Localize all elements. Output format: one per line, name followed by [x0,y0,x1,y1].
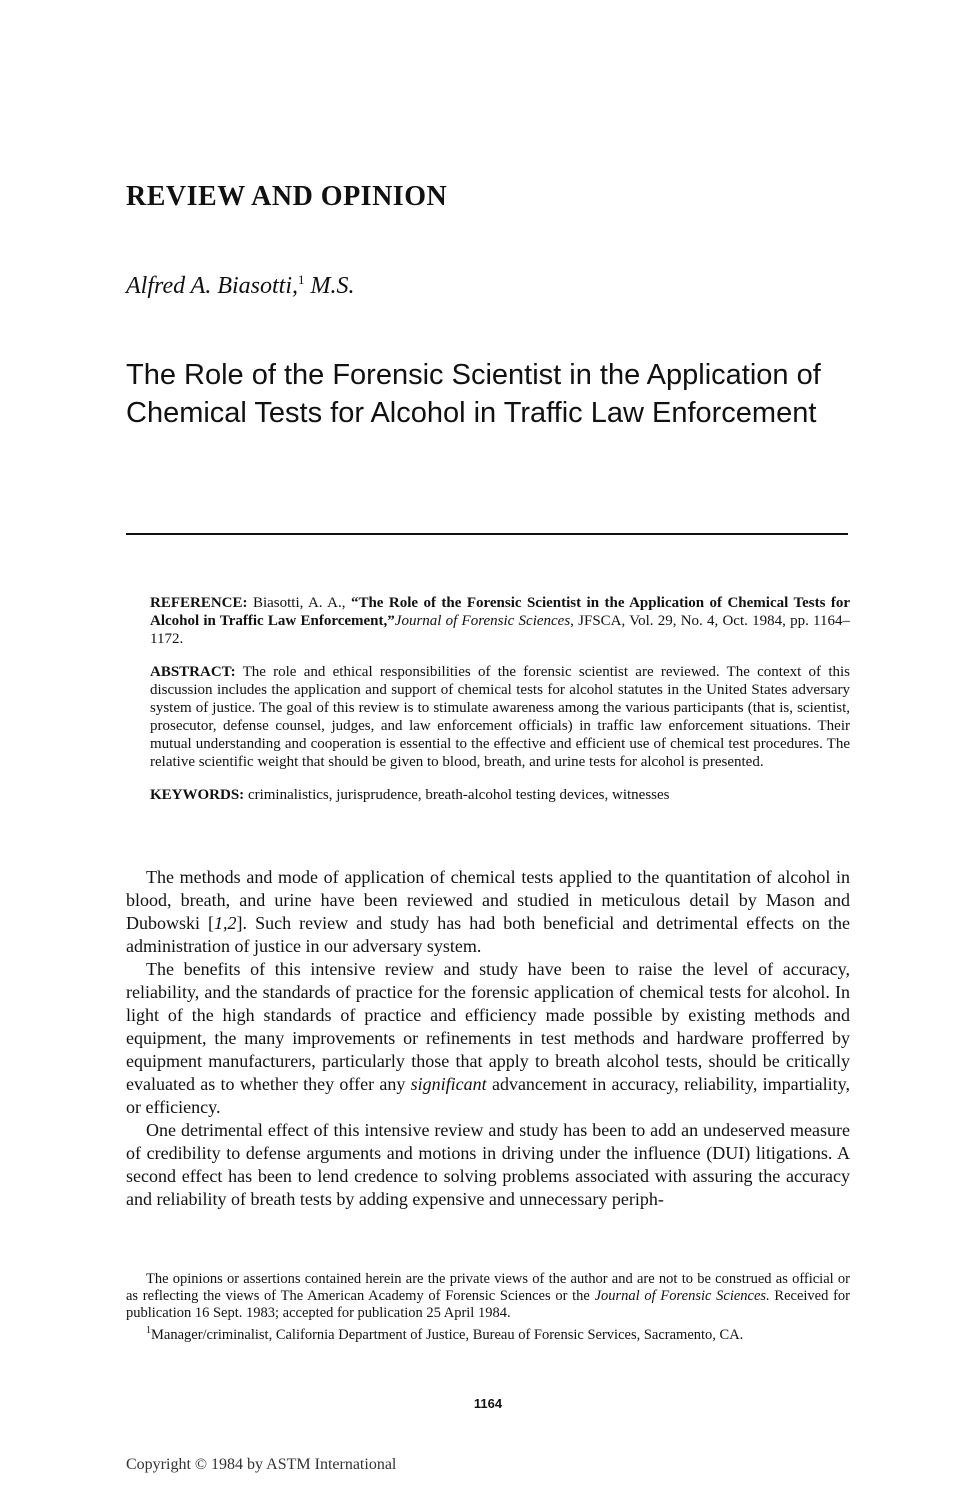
body-p2-text-end: advancement in accuracy, reliability, impartiality, or efficiency. [126,1074,850,1117]
footnote-mark: 1 [146,1325,151,1336]
author-footnote-mark: 1 [298,272,305,287]
reference-journal: Journal of Forensic Sciences [394,613,571,629]
footnote-dates: Received for publication 16 Sept. 1983; accepted for publication 25 April 1984. [126,1288,850,1321]
body-p1-text: The methods and mode of application of chemical tests applied to the quantitation of alcohol in blood, breath, and urine have been reviewed and studied in meticulous detail by Mason and Dubowski [ [126,867,850,933]
footnote-disclaimer [126,1271,850,1322]
reference-label: REFERENCE: [150,595,248,611]
reference-paragraph [150,594,850,648]
abstract-text: The role and ethical responsibilities of the forensic scientist are reviewed. The context of this discussion includes the application and support of chemical tests for alcohol statutes in the United States adversary system of justice. The goal of this review is to stimulate awareness among the various participants (that is, scientist, prosecutor, defense counsel, judges, and law enforcement officials) in traffic law enforcement situations. Their mutual understanding and cooperation is essential to the effective and efficient use of chemical test procedures. The relative scientific weight that should be given to blood, breath, and urine tests for alcohol is presented. [150,664,850,770]
copyright-notice: Copyright © 1984 by ASTM International [126,1456,397,1473]
author-name: Alfred A. Biasotti, [126,273,298,299]
abstract-paragraph [150,663,850,771]
keywords-text: criminalistics, jurisprudence, breath-alcohol testing devices, witnesses [244,787,670,803]
author-line [126,272,355,300]
keywords-label: KEYWORDS: [150,787,245,803]
reference-details: , JFSCA, Vol. 29, No. 4, Oct. 1984, pp. 1164–1172. [150,613,850,647]
reference-authors: Biasotti, A. A., [247,595,351,611]
page-number: 1164 [473,1396,503,1411]
footnote-disclaimer-text: The opinions or assertions contained herein are the private views of the author and are not to be construed as official or as reflecting the views of The American Academy of Forensic Sciences or the [126,1271,850,1304]
abstract-label: ABSTRACT: [150,664,236,680]
body-paragraph-3: One detrimental effect of this intensive review and study has been to add an undeserved measure of credibility to defense arguments and motions in driving under the influence (DUI) litigations. A second effect has been to lend credence to solving problems associated with assuring the accuracy and reliability of breath tests by adding expensive and unnecessary periph- [126,1120,850,1209]
citation-refs: 1,2 [214,913,237,933]
footnote-author-affiliation [126,1322,850,1344]
body-p2-text: The benefits of this intensive review and study have been to raise the level of accuracy, reliability, and the standards of practice for the forensic application of chemical tests for alcohol. In light of the high standards of practice and efficiency made possible by existing methods and equipment, the many improvements or refinements in test methods and hardware profferred by equipment manufacturers, particularly those that apply to breath alcohol tests, should be critically evaluated as to whether they offer any [126,959,850,1094]
footnote-journal: Journal of Forensic Sciences. [594,1288,770,1304]
footnote-affiliation-text: Manager/criminalist, California Department of Justice, Bureau of Forensic Services, Sacramento, CA. [151,1326,744,1343]
body-paragraph-2 [126,958,850,1119]
section-heading: REVIEW AND OPINION [126,181,448,212]
reference-article-title: “The Role of the Forensic Scientist in the Application of Chemical Tests for Alcohol in Traffic Law Enforcement,” [150,595,851,629]
emphasis-significant: significant [410,1074,487,1094]
body-p1-text-end: ]. Such review and study has had both beneficial and detrimental effects on the administration of justice in our adversary system. [126,913,851,956]
body-paragraph-1 [126,866,850,958]
article-title: The Role of the Forensic Scientist in the Application of Chemical Tests for Alcohol in Traffic Law Enforcement [126,359,821,429]
keywords-paragraph [150,786,850,804]
author-degree: M.S. [304,273,355,299]
abstract-block [150,594,850,819]
title-divider [126,533,848,535]
body-text [126,866,850,1211]
footnotes [126,1271,850,1344]
